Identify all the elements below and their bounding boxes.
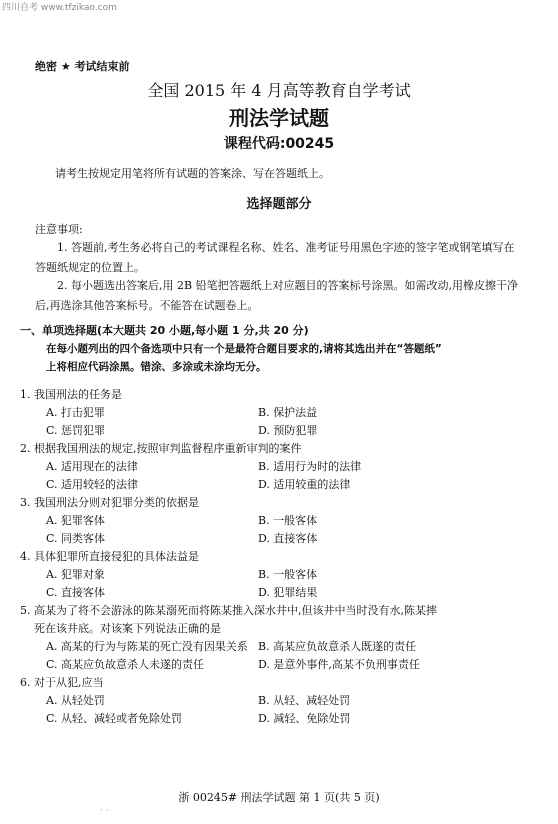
- option-b: B. 一般客体: [258, 568, 318, 581]
- page-footer: 浙 00245# 刑法学试题 第 1 页(共 5 页): [178, 791, 380, 804]
- note-item: [35, 238, 525, 278]
- option-a: A. 适用现在的法律: [46, 460, 138, 473]
- section-title: 选择题部分: [246, 197, 312, 212]
- part-instruction-line: 上将相应代码涂黑。错涂、多涂或未涂均无分。: [46, 361, 267, 373]
- part-instruction-line: 在每小题列出的四个备选项中只有一个是最符合题目要求的,请将其选出并在“答题纸”: [46, 343, 442, 355]
- question-text: 4. 具体犯罪所直接侵犯的具体法益是: [20, 550, 199, 563]
- question-text: 3. 我国刑法分则对犯罪分类的依据是: [20, 496, 199, 509]
- option-c: C. 从轻、减轻或者免除处罚: [46, 712, 183, 725]
- option-b: B. 一般客体: [258, 514, 318, 527]
- option-a: A. 犯罪对象: [46, 568, 105, 581]
- option-a: A. 打击犯罪: [46, 406, 105, 419]
- question-text: 5. 高某为了将不会游泳的陈某溺死而将陈某推入深水井中,但该井中当时没有水,陈某摔: [20, 604, 437, 617]
- question-text: 1. 我国刑法的任务是: [20, 388, 122, 401]
- option-a: A. 高某的行为与陈某的死亡没有因果关系: [46, 640, 248, 653]
- note-text: 1. 答题前,考生务必将自己的考试课程名称、姓名、准考证号用黑色字迹的签字笔或钢笔填写在答题纸规定的位置上。: [35, 241, 515, 274]
- answer-instruction: 请考生按规定用笔将所有试题的答案涂、写在答题纸上。: [55, 167, 330, 180]
- subject-title: 刑法学试题: [229, 106, 329, 130]
- exam-title: 全国 2015 年 4 月高等教育自学考试: [147, 81, 411, 100]
- option-d: D. 犯罪结果: [258, 586, 318, 599]
- option-c: C. 惩罚犯罪: [46, 424, 106, 437]
- note-item: [35, 276, 525, 316]
- option-b: B. 保护法益: [258, 406, 318, 419]
- scan-marks: · ·: [100, 806, 109, 816]
- option-c: C. 适用较轻的法律: [46, 478, 139, 491]
- option-d: D. 直接客体: [258, 532, 318, 545]
- option-b: B. 适用行为时的法律: [258, 460, 362, 473]
- question-text: 死在该井底。对该案下列说法正确的是: [34, 622, 221, 635]
- part-heading: 一、单项选择题(本大题共 20 小题,每小题 1 分,共 20 分): [20, 324, 309, 337]
- question-text: 2. 根据我国刑法的规定,按照审判监督程序重新审判的案件: [20, 442, 302, 455]
- notes-heading: 注意事项:: [35, 223, 83, 236]
- secret-label: 绝密 ★ 考试结束前: [35, 60, 130, 73]
- option-c: C. 同类客体: [46, 532, 106, 545]
- option-d: D. 是意外事件,高某不负刑事责任: [258, 658, 420, 671]
- course-code: 课程代码:00245: [223, 136, 335, 152]
- option-d: D. 预防犯罪: [258, 424, 318, 437]
- option-b: B. 从轻、减轻处罚: [258, 694, 351, 707]
- option-a: A. 犯罪客体: [46, 514, 105, 527]
- option-d: D. 减轻、免除处罚: [258, 712, 351, 725]
- option-d: D. 适用较重的法律: [258, 478, 351, 491]
- option-b: B. 高某应负故意杀人既遂的责任: [258, 640, 417, 653]
- note-text: 2. 每小题选出答案后,用 2B 铅笔把答题纸上对应题目的答案标号涂黑。如需改动,用橡皮擦干净后,再选涂其他答案标号。不能答在试题卷上。: [35, 279, 519, 312]
- option-a: A. 从轻处罚: [46, 694, 105, 707]
- question-text: 6. 对于从犯,应当: [20, 676, 104, 689]
- option-c: C. 直接客体: [46, 586, 106, 599]
- option-c: C. 高某应负故意杀人未遂的责任: [46, 658, 205, 671]
- watermark-text: 四川自考 www.tfzikao.com: [2, 3, 117, 13]
